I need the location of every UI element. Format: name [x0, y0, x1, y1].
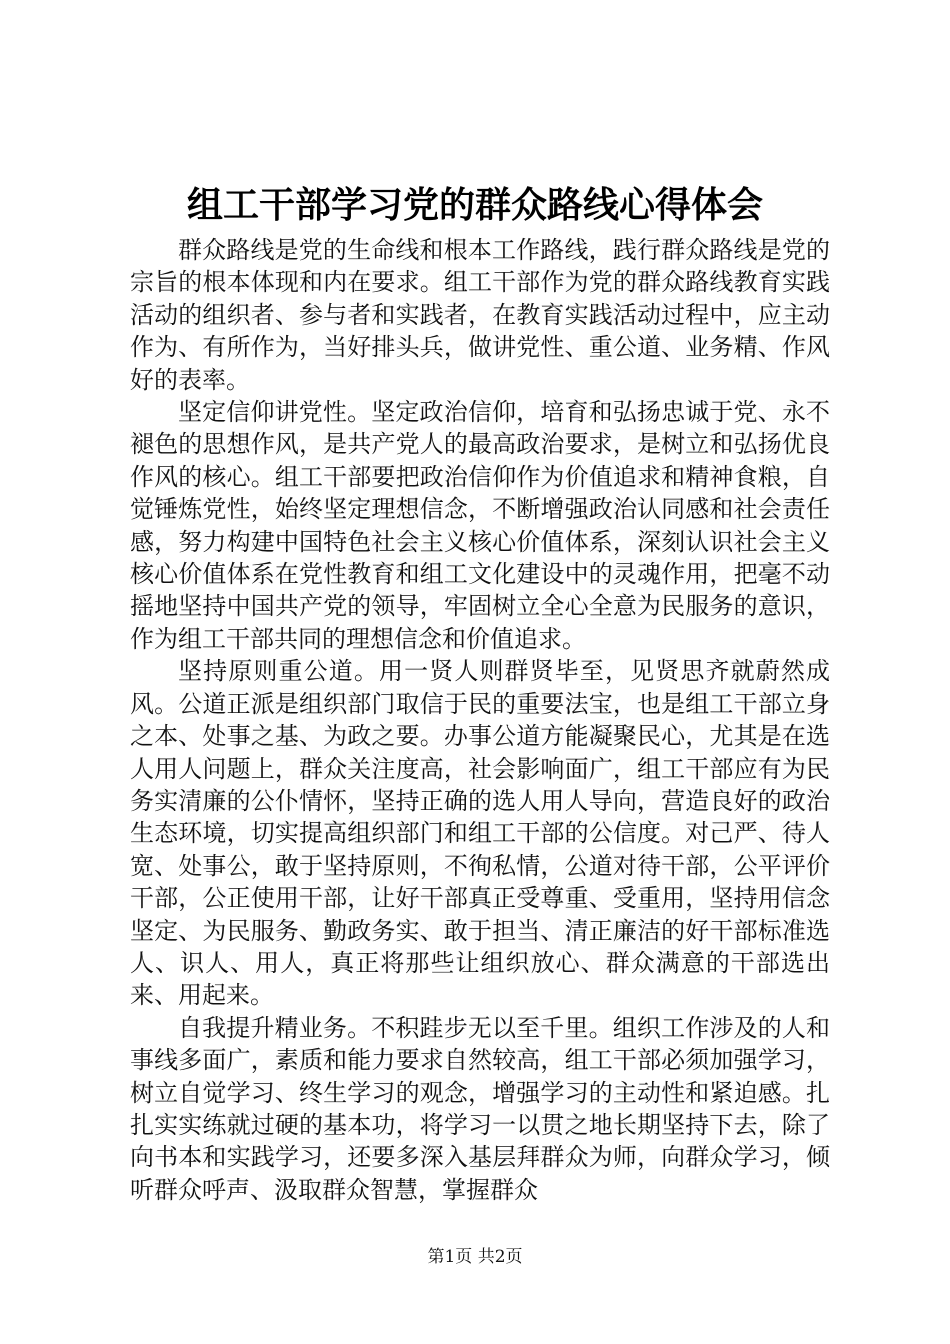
paragraph-self-improvement: 自我提升精业务。不积跬步无以至千里。组织工作涉及的人和事线多面广，素质和能力要求自然较高，组工干部必须加强学习，树立自觉学习、终生学习的观念，增强学习的主动性和紧迫感。扎扎实实练就过硬的基本功，将学习一以贯之地长期坚持下去，除了向书本和实践学习，还要多深入基层拜群众为师，向群众学习，倾听群众呼声、汲取群众智慧，掌握群众	[130, 1013, 830, 1204]
document-body	[130, 234, 830, 1206]
document-title: 组工干部学习党的群众路线心得体会	[186, 184, 763, 226]
paragraph-party-spirit: 坚定信仰讲党性。坚定政治信仰，培育和弘扬忠诚于党、永不褪色的思想作风，是共产党人的最高政治要求，是树立和弘扬优良作风的核心。组工干部要把政治信仰作为价值追求和精神食粮，自觉锤炼党性，始终坚定理想信念，不断增强政治认同感和社会责任感，努力构建中国特色社会主义核心价值体系，深刻认识社会主义核心价值体系在党性教育和组工文化建设中的灵魂作用，把毫不动摇地坚持中国共产党的领导，牢固树立全心全意为民服务的意识，作为组工干部共同的理想信念和价值追求。	[130, 398, 830, 653]
paragraph-intro: 群众路线是党的生命线和根本工作路线，践行群众路线是党的宗旨的根本体现和内在要求。组工干部作为党的群众路线教育实践活动的组织者、参与者和实践者，在教育实践活动过程中，应主动作为、有所作为，当好排头兵，做讲党性、重公道、业务精、作风好的表率。	[130, 236, 830, 394]
page-footer: 第1页 共2页	[427, 1247, 523, 1267]
paragraph-fairness: 坚持原则重公道。用一贤人则群贤毕至，见贤思齐就蔚然成风。公道正派是组织部门取信于民的重要法宝，也是组工干部立身之本、处事之基、为政之要。办事公道方能凝聚民心，尤其是在选人用人问题上，群众关注度高，社会影响面广，组工干部应有为民务实清廉的公仆情怀，坚持正确的选人用人导向，营造良好的政治生态环境，切实提高组织部门和组工干部的公信度。对己严、待人宽、处事公，敢于坚持原则，不徇私情，公道对待干部，公平评价干部，公正使用干部，让好干部真正受尊重、受重用，坚持用信念坚定、为民服务、勤政务实、敢于担当、清正廉洁的好干部标准选人、识人、用人，真正将那些让组织放心、群众满意的干部选出来、用起来。	[130, 657, 830, 1010]
